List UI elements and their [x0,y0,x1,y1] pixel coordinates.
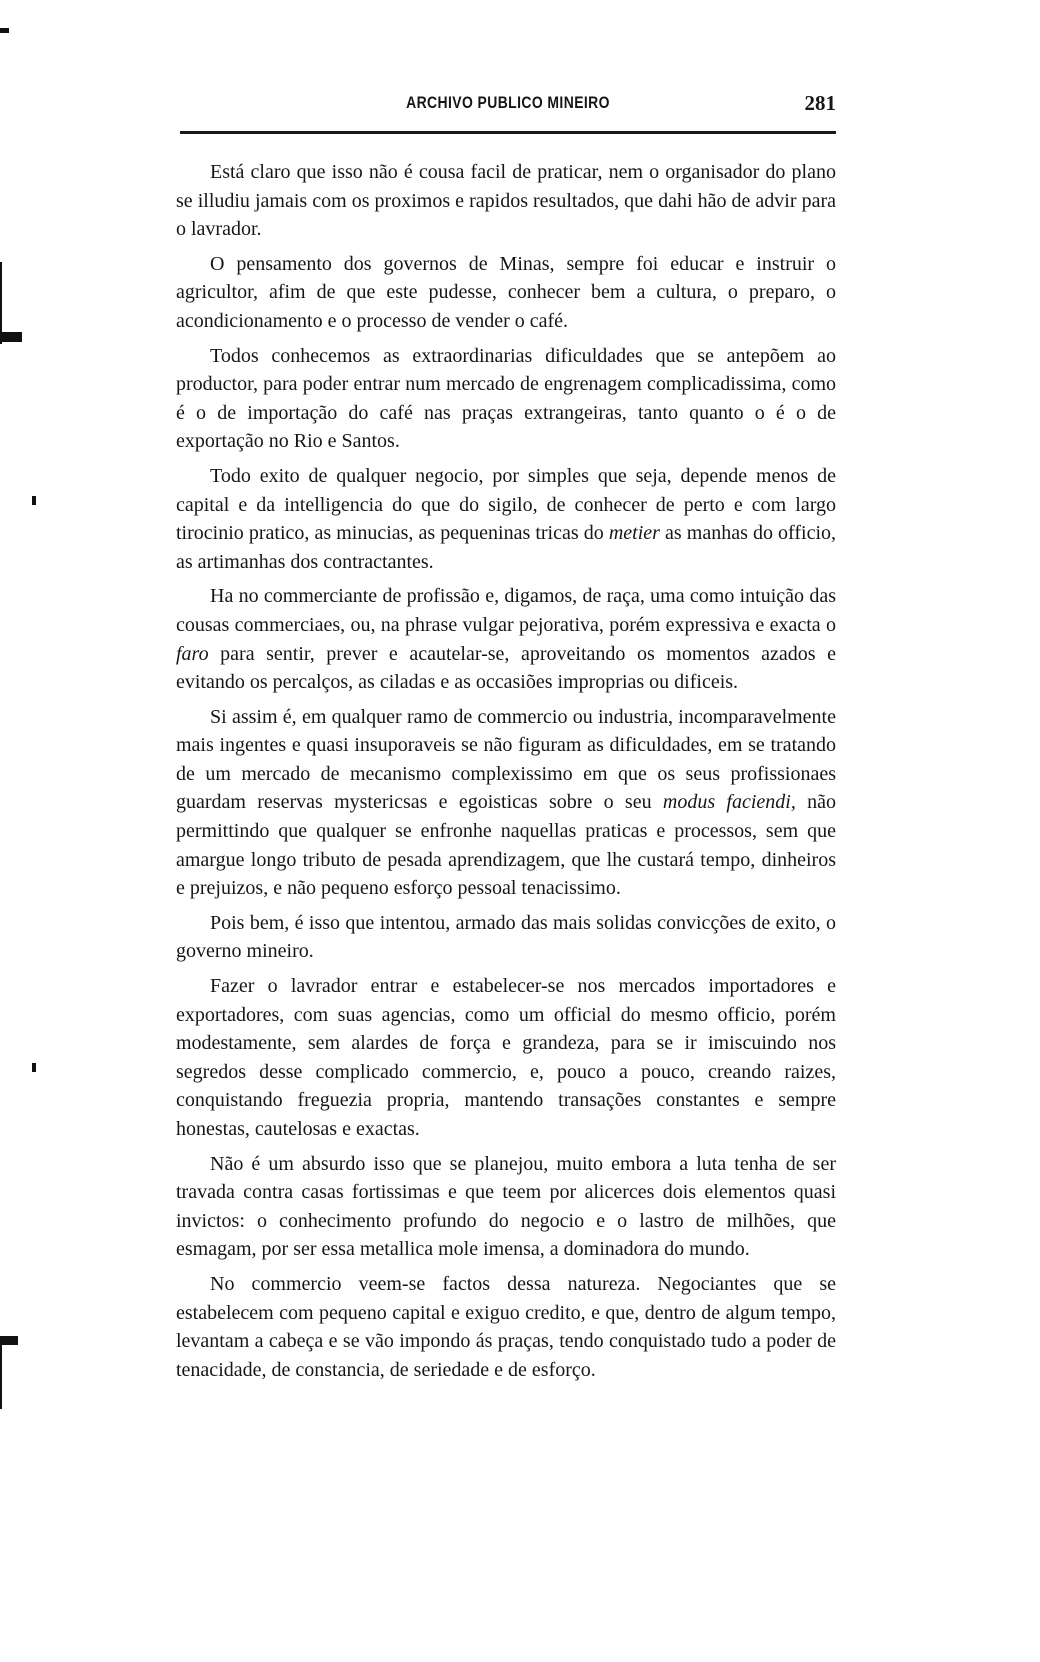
body-text [176,158,836,1390]
scan-edge-mark [0,1336,18,1345]
paragraph [176,972,836,1144]
paragraph [176,342,836,456]
paragraph-text: Si assim é, em qualquer ramo de commercio ou industria, incomparavelmente mais ingentes e quasi insuporaveis se não figuram as dificuldades, em se tratando de um mercado de mecanismo complexissimo em que os seus profissionaes guardam reservas mystericsas e egoisticas sobre o seu [176,705,836,814]
paragraph [176,703,836,903]
paragraph-text: No commercio veem-se factos dessa natureza. Negociantes que se estabelecem com pequeno capital e exiguo credito, e que, dentro de algum tempo, levantam a cabeça e se vão impondo ás praças, tendo conquistado tudo a poder de tenacidade, de constancia, de seriedade e de esforço. [176,1272,836,1381]
scan-edge-mark [0,1345,2,1409]
paragraph-text: Todo exito de qualquer negocio, por simples que seja, depende menos de capital e da intelligencia do que do sigilo, de conhecer de perto e com largo tirocinio pratico, as minucias, as pequeninas tricas do [176,464,836,545]
scan-edge-mark [0,28,9,33]
scan-edge-mark [0,262,2,344]
scan-edge-mark [32,496,36,505]
paragraph [176,462,836,576]
paragraph-text: para sentir, prever e acautelar-se, aproveitando os momentos azados e evitando os percalços, as ciladas e as occasiões improprias ou dificeis. [176,642,836,694]
paragraph-text: modus faciendi, [662,791,796,814]
paragraph-text: Pois bem, é isso que intentou, armado das mais solidas convicções de exito, o governo mineiro. [176,911,836,963]
paragraph-text: as manhas do officio, as artimanhas dos contractantes. [176,522,837,573]
paragraph [176,158,836,244]
paragraph-text: Todos conhecemos as extraordinarias dificuldades que se antepõem ao productor, para poder entrar num mercado de engrenagem complicadissima, como é o de importação do café nas praças extrangeiras, tanto quanto o é o de exportação no Rio e Santos. [176,344,836,453]
scan-edge-mark [0,332,22,342]
page-header [180,93,836,123]
paragraph [176,1150,836,1264]
scan-edge-mark [32,1063,36,1072]
paragraph [176,1270,836,1384]
paragraph-text: Ha no commerciante de profissão e, digamos, de raça, uma como intuição das cousas commerciaes, ou, na phrase vulgar pejorativa, porém expressiva e exacta o [176,585,836,636]
paragraph-text: Não é um absurdo isso que se planejou, muito embora a luta tenha de ser travada contra casas fortissimas e que teem por alicerces dois elementos quasi invictos: o conhecimento profundo do negocio e o lastro de milhões, que esmagam, por ser essa metallica mole imensa, a dominadora do mundo. [176,1152,836,1261]
paragraph-text: não permittindo que qualquer se enfronhe naquellas praticas e processos, sem que amargue longo tributo de pesada aprendizagem, que lhe custará tempo, dinheiros e prejuizos, e não pequeno esforço pessoal tenacissimo. [176,791,836,900]
paragraph-text: Está claro que isso não é cousa facil de praticar, nem o organisador do plano se illudiu jamais com os proximos e rapidos resultados, que dahi hão de advir para o lavrador. [176,161,836,241]
paragraph [176,582,836,696]
paragraph [176,909,836,966]
paragraph-text: Fazer o lavrador entrar e estabelecer-se nos mercados importadores e exportadores, com suas agencias, como um official do mesmo officio, porém modestamente, sem alardes de força e grandeza, para se ir imiscuindo nos segredos desse complicado commercio, e, pouco a pouco, creando raizes, conquistando freguezia propria, mantendo transações constantes e sempre honestas, cautelosas e exactas. [176,975,836,1140]
paragraph [176,250,836,336]
header-rule [180,128,836,134]
paragraph-text: O pensamento dos governos de Minas, sempre foi educar e instruir o agricultor, afim de que este pudesse, conhecer bem a cultura, o preparo, o acondicionamento e o processo de vender o café. [176,252,836,332]
page-number: 281 [804,91,836,115]
paragraph-text: metier [608,522,660,545]
paragraph-text: faro [176,642,209,665]
running-title: ARCHIVO PUBLICO MINEIRO [406,93,610,112]
